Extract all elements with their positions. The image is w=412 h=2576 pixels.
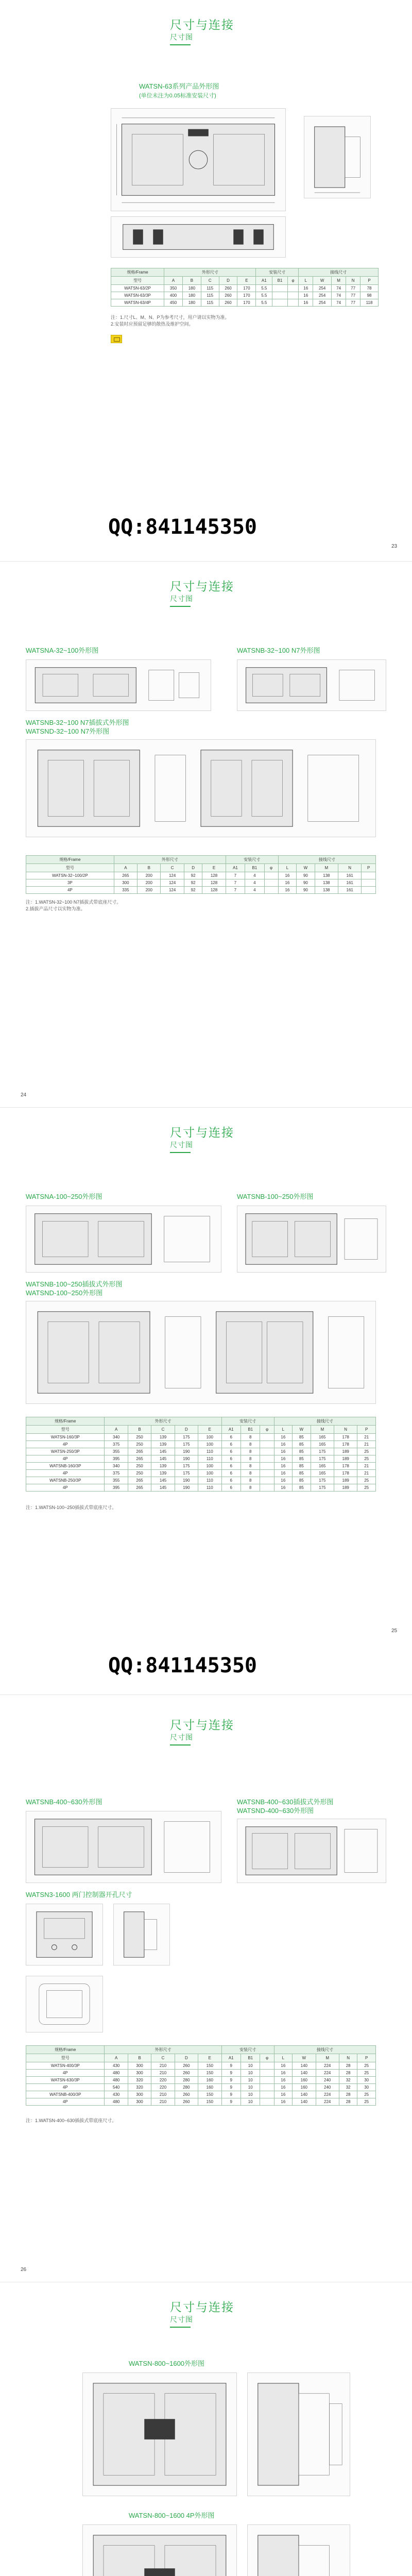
table-row: 4P 395 265 145 190 110 6 8 16 85 175 189 25 xyxy=(26,1455,376,1463)
front-view-svg xyxy=(111,109,285,211)
page-number: 23 xyxy=(391,544,398,549)
table-row: 4P 375 250 139 175 100 6 8 16 85 165 178 21 xyxy=(26,1441,376,1448)
drawing-title-a: WATSNA-100~250外形图 xyxy=(26,1193,102,1200)
drawing-watsnb-plugin xyxy=(26,739,376,837)
table-head-wiring: 接线尺寸 xyxy=(299,268,379,277)
drawing-title-b: WATSN-800~1600 4P外形图 xyxy=(129,2512,215,2519)
watermark-text: QQ:841145350 xyxy=(108,515,257,539)
dimension-table: 规格/Frame 外形尺寸 安装尺寸 接线尺寸 型号 A B C D E A1 B1 φ L W M N P WATSN-63/2P 350 180 115 260 170 5.5 16 254 74 77 78 WATSN-63/3P 400 180 115 260 170 5.5 16 254 74 77 98 WATSN-63/4P 450 180 115 260 170 5.5 16 254 74 77 118 xyxy=(111,268,379,307)
page-number: 24 xyxy=(21,1092,27,1098)
drawing-title-b: WATSNB-32~100 N7外形图 xyxy=(237,647,320,654)
drawing-1600-4p-side xyxy=(247,2524,350,2576)
catalog-page-25 xyxy=(0,1108,412,1695)
table-row: 3P 300 200 124 92 128 7 4 16 90 138 161 xyxy=(26,879,376,887)
table-notes: 注：1.WATSN-400~630插拔式带底座尺寸。 xyxy=(26,2118,117,2123)
table-row: WATSN-160/3P 340 250 139 175 100 6 8 16 85 165 178 21 xyxy=(26,1434,376,1441)
cutout-drawing xyxy=(26,1976,103,2032)
table-row: WATSN-63/3P 400 180 115 260 170 5.5 16 254 74 77 98 xyxy=(111,292,379,299)
drawing-title-b: WATSNB-100~250外形图 xyxy=(237,1193,314,1200)
controller-side-drawing xyxy=(113,1904,170,1965)
table-row: 4P 335 200 124 92 128 7 4 16 90 138 161 xyxy=(26,887,376,894)
table-notes: 注：1.尺寸L、M、N、P为参考尺寸，用户请以实物为准。 2.安装时应预留足够的散热及维护空间。 xyxy=(111,315,230,327)
drawing-watsnb-250-plugin xyxy=(26,1301,376,1404)
dimension-table: 规格/Frame 外形尺寸 安装尺寸 接线尺寸 型号 A B C D E A1 B1 φ L W M N P WATSN-32~100/2P 265 200 124 92 128 7 4 16 90 138 161 3P 300 200 124 92 128 7 4 16 90 138 161 4P 335 200 124 92 128 7 4 16 90 138 161 xyxy=(26,855,376,894)
top-label xyxy=(188,129,209,137)
drawing-title-a: WATSNA-32~100外形图 xyxy=(26,647,99,654)
page-subtitle: 尺寸图 xyxy=(170,595,193,603)
drawing-title-c: WATSNB-32~100 N7插拔式外形图 xyxy=(26,719,129,726)
drawing-title: WATSN-63系列产品外形图 xyxy=(139,82,219,90)
catalog-page-24 xyxy=(0,562,412,1108)
table-notes: 注：1.WATSN-100~250插拔式带底座尺寸。 xyxy=(26,1505,117,1510)
drawing-watsnb-630 xyxy=(26,1811,221,1883)
table-row: 4P 540 320 220 280 160 9 10 16 160 240 32 30 xyxy=(26,2084,376,2091)
drawing-title-a: WATSN-800~1600外形图 xyxy=(129,2360,205,2367)
page-number: 25 xyxy=(391,1628,398,1634)
dimension-table: 规格/Frame 外形尺寸 安装尺寸 接线尺寸 型号 A B C D E A1 B1 φ L W M N P WATSN-400/3P 430 300 210 260 150 9 10 16 140 224 28 25 4P 480 300 210 260 150 9 10 16 140 224 28 25 WATSN-630/3P 480 320 220 280 160 9 10 16 160 240 32 30 4P 540 320 220 280 160 9 10 16 160 240 32 30 WATSNB-400/3P 430 300 210 260 150 9 10 16 140 224 28 25 4P 480 300 210 260 150 9 10 16 140 224 28 25 xyxy=(26,2045,376,2106)
table-row: 4P 480 300 210 260 150 9 10 16 140 224 28 25 xyxy=(26,2098,376,2106)
drawing-watsna xyxy=(26,659,211,711)
page-title: 尺寸与连接 xyxy=(170,580,234,593)
drawing-title-a: WATSNB-400~630外形图 xyxy=(26,1798,102,1806)
table-row: 4P 395 265 145 190 110 6 8 16 85 175 189 25 xyxy=(26,1484,376,1492)
watermark-text: QQ:841145350 xyxy=(108,1654,257,1677)
table-row: WATSN-400/3P 430 300 210 260 150 9 10 16 140 224 28 25 xyxy=(26,2062,376,2070)
bottom-view-svg xyxy=(111,217,285,257)
catalog-page-26 xyxy=(0,1695,412,2282)
table-row: WATSN-63/4P 450 180 115 260 170 5.5 16 254 74 77 118 xyxy=(111,299,379,307)
table-row: WATSNB-160/3P 340 250 139 175 100 6 8 16 85 165 178 21 xyxy=(26,1463,376,1470)
side-view-drawing xyxy=(304,116,371,198)
catalog-page-23 xyxy=(0,0,412,562)
table-row: WATSN-630/3P 480 320 220 280 160 9 10 16 160 240 32 30 xyxy=(26,2077,376,2084)
table-head-mount: 安装尺寸 xyxy=(256,268,299,277)
page-title: 尺寸与连接 xyxy=(170,1126,234,1139)
drawing-title-b: WATSNB-400~630插拔式外形图 xyxy=(237,1798,334,1806)
page-subtitle: 尺寸图 xyxy=(170,33,193,41)
page-subtitle: 尺寸图 xyxy=(170,1733,193,1741)
table-row: WATSN-63/2P 350 180 115 260 170 5.5 16 254 74 77 78 xyxy=(111,285,379,292)
drawing-title-d: WATSND-100~250外形图 xyxy=(26,1289,103,1297)
drawing-title-d: WATSN3-1600 两门控制器开孔尺寸 xyxy=(26,1891,132,1899)
table-row: 4P 480 300 210 260 150 9 10 16 140 224 28 25 xyxy=(26,2070,376,2077)
table-row: WATSNB-250/3P 355 265 145 190 110 6 8 16 85 175 189 25 xyxy=(26,1477,376,1484)
drawing-subtitle: (单位未注为0.05标准安装尺寸) xyxy=(139,93,216,99)
page-title: 尺寸与连接 xyxy=(170,1718,234,1732)
table-notes: 注：1.WATSN-32~100 N7插拔式带底座尺寸。 2.插拔产品尺寸以实物为准。 xyxy=(26,900,122,911)
title-underline xyxy=(170,2327,191,2328)
certification-badge-icon xyxy=(111,335,122,343)
page-title: 尺寸与连接 xyxy=(170,2300,234,2314)
catalog-page-27 xyxy=(0,2282,412,2576)
table-row: 4P 375 250 139 175 100 6 8 16 85 165 178 21 xyxy=(26,1470,376,1477)
title-underline xyxy=(170,1744,191,1745)
title-underline xyxy=(170,606,191,607)
table-row: WATSN-250/3P 355 265 145 190 110 6 8 16 85 175 189 25 xyxy=(26,1448,376,1455)
drawing-title-c: WATSND-400~630外形图 xyxy=(237,1807,314,1815)
title-underline xyxy=(170,44,191,45)
drawing-1600-side xyxy=(247,2372,350,2496)
controller-front-drawing xyxy=(26,1904,103,1965)
table-row: WATSNB-400/3P 430 300 210 260 150 9 10 16 140 224 28 25 xyxy=(26,2091,376,2098)
page-number: 26 xyxy=(21,2267,27,2273)
drawing-title-d: WATSND-32~100 N7外形图 xyxy=(26,727,110,735)
drawing-1600-4p-front xyxy=(82,2524,237,2576)
front-view-drawing xyxy=(111,108,286,211)
table-row: WATSN-32~100/2P 265 200 124 92 128 7 4 16 90 138 161 xyxy=(26,872,376,879)
drawing-watsnb-250 xyxy=(237,1206,386,1273)
drawing-watsnb-630-plugin xyxy=(237,1819,386,1883)
table-head-outline: 外形尺寸 xyxy=(164,268,256,277)
drawing-watsnb xyxy=(237,659,386,711)
drawing-title-c: WATSNB-100~250插拔式外形图 xyxy=(26,1280,123,1288)
bottom-view-drawing xyxy=(111,216,286,258)
dimension-table: 规格/Frame 外形尺寸 安装尺寸 接线尺寸 型号 A B C D E A1 B1 φ L W M N P WATSN-160/3P 340 250 139 175 100 6 8 16 85 165 178 21 4P 375 250 139 175 100 6 8 16 85 165 178 21 WATSN-250/3P 355 265 145 190 110 6 8 16 85 175 189 25 4P 395 265 145 190 110 6 8 16 85 175 189 25 WATSNB-160/3P 340 250 139 175 100 6 8 16 85 165 178 21 4P 375 250 139 175 100 6 8 16 85 165 178 21 WATSNB-250/3P 355 265 145 190 110 6 8 16 85 175 189 25 4P 395 265 145 190 110 6 8 16 85 175 189 25 xyxy=(26,1417,376,1492)
drawing-1600-front xyxy=(82,2372,237,2496)
page-subtitle: 尺寸图 xyxy=(170,1141,193,1149)
page-subtitle: 尺寸图 xyxy=(170,2315,193,2324)
side-view-svg xyxy=(304,116,370,198)
drawing-watsna-250 xyxy=(26,1206,221,1273)
table-head-frame: 规格/Frame xyxy=(111,268,164,277)
page-title: 尺寸与连接 xyxy=(170,18,234,31)
title-underline xyxy=(170,1152,191,1153)
